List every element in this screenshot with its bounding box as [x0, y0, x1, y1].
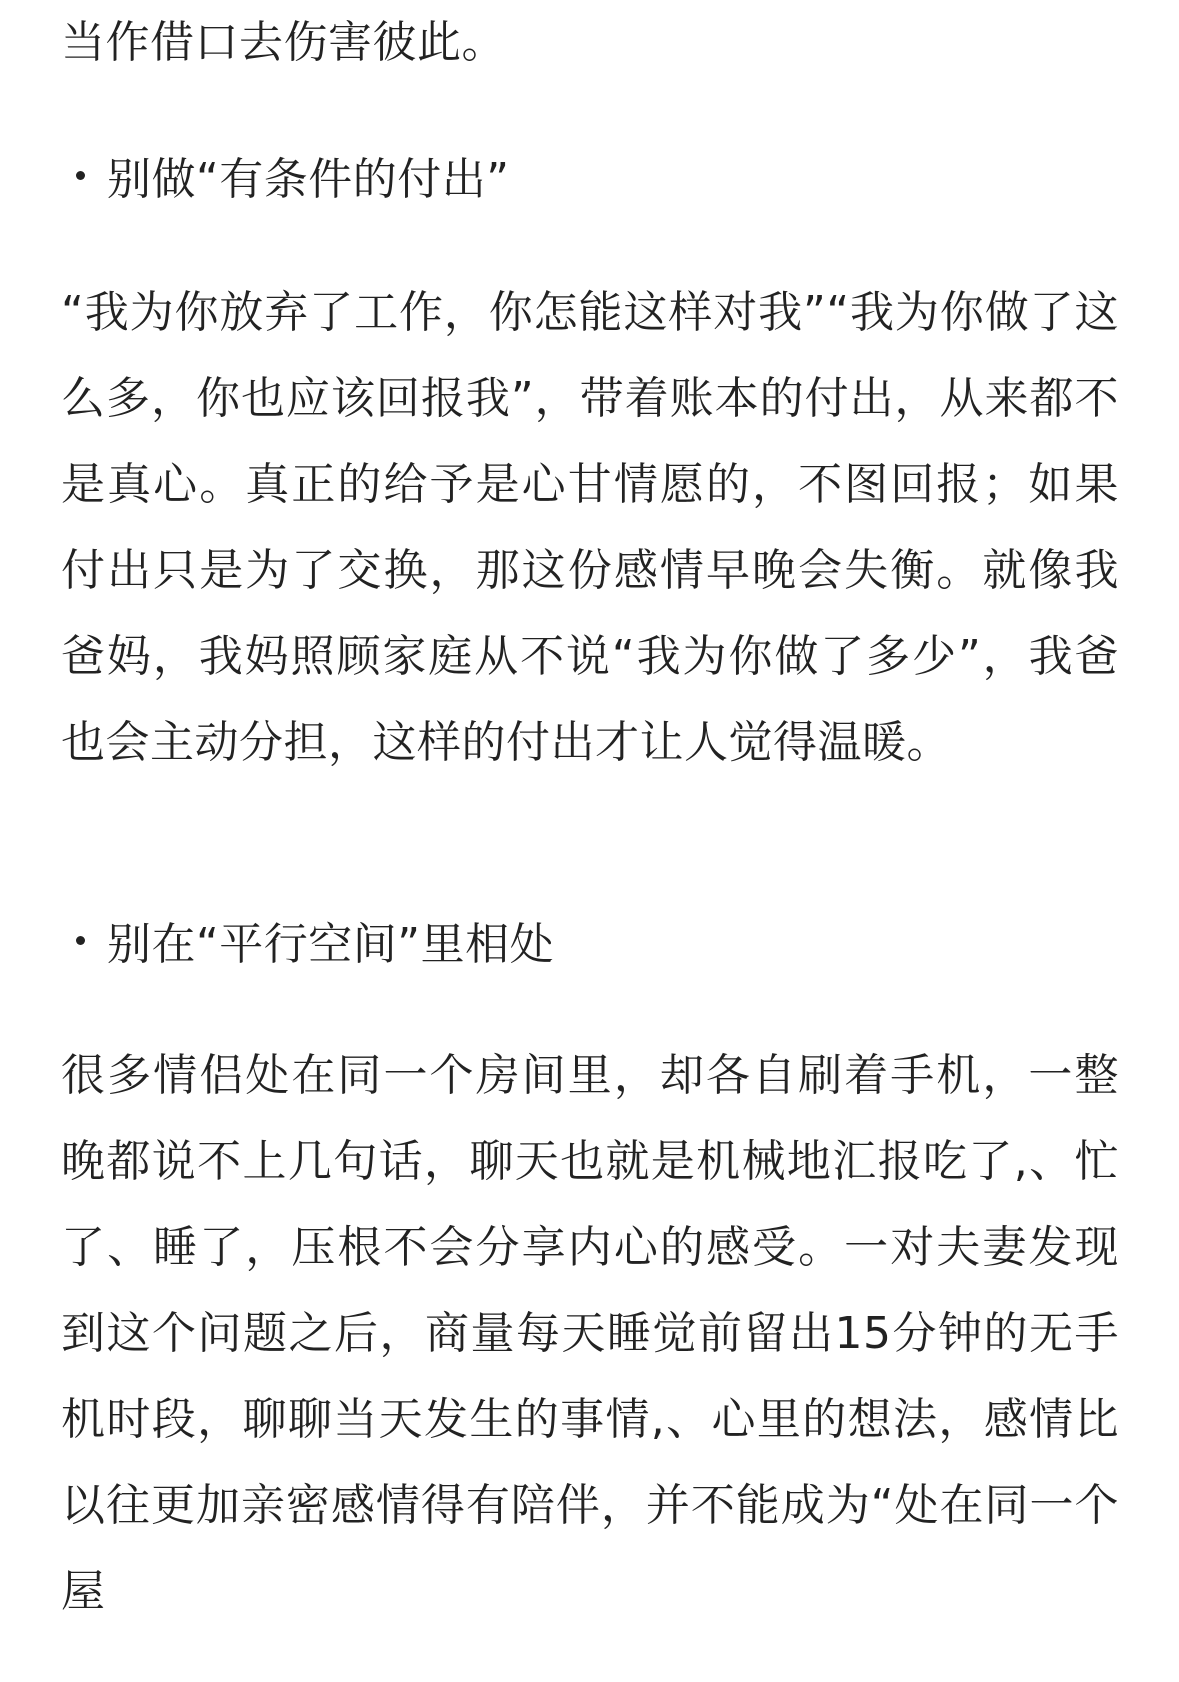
bullet-heading-parallel-space	[61, 897, 554, 983]
section-heading: 别做“有条件的付出”	[107, 154, 510, 205]
section-1-paragraph	[61, 270, 1119, 786]
paragraph-fragment: 当作借口去伤害彼此。	[61, 17, 506, 68]
paragraph-text: 很多情侣处在同一个房间里，却各自刷着手机，一整晚都说不上几句话，聊天也就是机械地汇报吃了,、忙了、睡了，压根不会分享内心的感受。一对夫妻发现到这个问题之后，商量每天睡觉前留出15分钟的无手机时段，聊聊当天发生的事情,、心里的想法，感情比以往更加亲密感情得有陪伴，并不能成为“处在同一个屋	[61, 1050, 1119, 1617]
bullet-dot-icon	[76, 936, 85, 945]
paragraph-text: “我为你放弃了工作，你怎能这样对我”“我为你做了这么多，你也应该回报我”，带着账本的付出，从来都不是真心。真正的给予是心甘情愿的，不图回报；如果付出只是为了交换，那这份感情早晚会失衡。就像我爸妈，我妈照顾家庭从不说“我为你做了多少”，我爸也会主动分担，这样的付出才让人觉得温暖。	[61, 287, 1119, 768]
bullet-heading-conditional-giving	[61, 132, 510, 218]
section-2-paragraph	[61, 1033, 1119, 1635]
bullet-dot-icon	[76, 171, 85, 180]
section-heading: 别在“平行空间”里相处	[107, 919, 555, 970]
